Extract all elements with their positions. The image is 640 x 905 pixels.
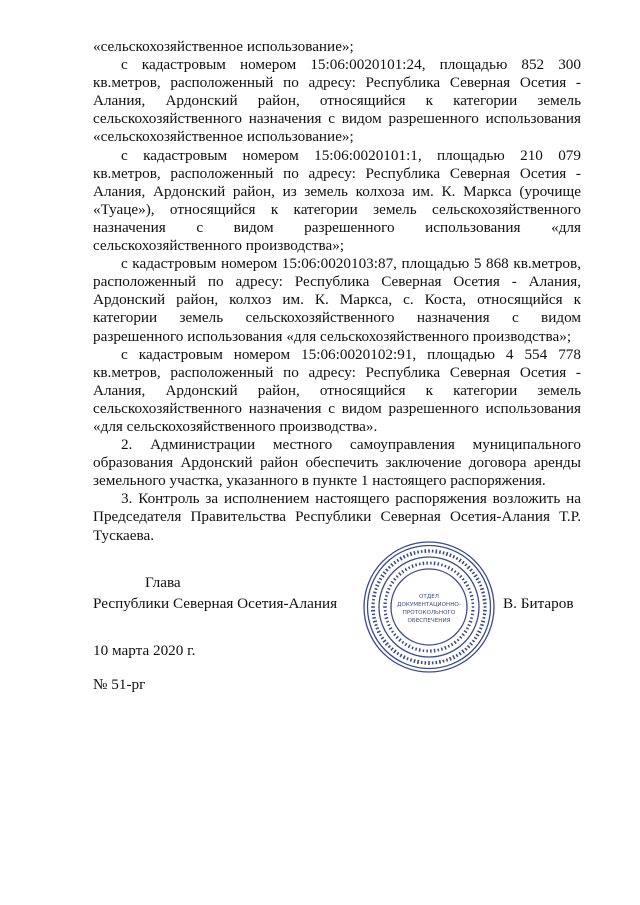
stamp-lettering-mark <box>441 647 443 650</box>
stamp-lettering-mark <box>401 641 404 644</box>
stamp-lettering-mark <box>383 571 387 574</box>
stamp-lettering-mark <box>479 584 482 587</box>
stamp-lettering-mark <box>384 599 387 601</box>
stamp-lettering-mark <box>456 654 459 657</box>
stamp-lettering-mark <box>419 563 421 566</box>
stamp-lettering-mark <box>476 577 480 580</box>
stamp-lettering-mark <box>470 617 473 619</box>
stamp-lettering-mark <box>437 562 439 566</box>
stamp-lettering-mark <box>457 639 460 642</box>
stamp-lettering-mark <box>472 571 475 574</box>
stamp-lettering-mark <box>396 636 399 639</box>
stamp-lettering-mark <box>417 550 419 553</box>
stamp-lettering-mark <box>435 661 437 665</box>
stamp-lettering-mark <box>411 564 414 568</box>
stamp-lettering-mark <box>441 563 443 566</box>
stamp-lettering-mark <box>410 552 413 556</box>
stamp-lettering-mark <box>379 578 382 581</box>
stamp-lettering-mark <box>430 562 432 565</box>
stamp-lettering-mark <box>404 643 407 646</box>
stamp-lettering-mark <box>477 581 481 584</box>
official-seal-stamp <box>362 540 496 674</box>
stamp-lettering-mark <box>405 568 408 571</box>
stamp-lettering-mark <box>458 558 461 562</box>
stamp-center-line: ПРОТОКОЛЬНОГО <box>402 610 456 616</box>
stamp-lettering-mark <box>484 606 487 608</box>
stamp-lettering-mark <box>391 630 394 633</box>
stamp-lettering-mark <box>466 584 470 587</box>
stamp-lettering-mark <box>398 638 402 642</box>
stamp-lettering-mark <box>373 591 377 593</box>
stamp-lettering-mark <box>461 633 464 636</box>
stamp-lettering-mark <box>476 633 480 636</box>
stamp-lettering-mark <box>470 595 474 597</box>
stamp-lettering-mark <box>375 627 379 630</box>
stamp-lettering-mark <box>481 620 485 623</box>
stamp-lettering-mark <box>408 644 411 648</box>
stamp-lettering-mark <box>459 575 462 578</box>
stamp-lettering-mark <box>391 581 395 584</box>
document-number: № 51-рг <box>93 676 146 693</box>
stamp-lettering-mark <box>469 620 473 623</box>
paragraph-plot-87: с кадастровым номером 15:06:0020103:87, площадью 5 868 кв.метров, расположенный по адресу: Республика Северная Осетия - Алания, Ардонский район, колхоз им. К. Маркса, с. Коста, относящийся к категории земель сельскохозяйственного назначения с видом разрешенного использования «для сельскохозяйственного производства»; <box>93 255 581 345</box>
stamp-lettering-mark <box>479 627 482 630</box>
stamp-lettering-mark <box>383 639 387 642</box>
stamp-lettering-mark <box>452 655 455 659</box>
stamp-lettering-mark <box>383 602 386 604</box>
signature-organization: Республики Северная Осетия-Алания <box>93 595 338 612</box>
stamp-lettering-mark <box>482 599 486 601</box>
stamp-lettering-mark <box>393 578 396 581</box>
document-body <box>93 38 581 545</box>
stamp-lettering-mark <box>393 561 396 565</box>
stamp-lettering-mark <box>448 645 451 648</box>
stamp-lettering-mark <box>446 658 449 662</box>
stamp-center-line: ОТДЕЛ <box>419 594 439 600</box>
stamp-lettering-mark <box>467 645 470 648</box>
stamp-lettering-mark <box>372 595 376 597</box>
stamp-lettering-mark <box>411 646 413 649</box>
stamp-lettering-mark <box>473 574 477 578</box>
stamp-lettering-mark <box>413 551 415 555</box>
stamp-lettering-mark <box>423 649 425 652</box>
stamp-lettering-mark <box>432 661 434 664</box>
stamp-lettering-mark <box>422 561 424 565</box>
stamp-lettering-mark <box>449 657 452 661</box>
stamp-lettering-mark <box>403 555 406 559</box>
stamp-lettering-mark <box>372 617 376 619</box>
stamp-lettering-mark <box>393 633 396 636</box>
stamp-lettering-mark <box>389 627 393 630</box>
stamp-lettering-mark <box>372 613 375 615</box>
stamp-lettering-mark <box>372 599 375 601</box>
stamp-lettering-mark <box>462 578 465 581</box>
stamp-lettering-mark <box>398 572 402 576</box>
stamp-lettering-mark <box>421 550 423 553</box>
stamp-lettering-mark <box>452 555 455 559</box>
paragraph-plot-24: с кадастровым номером 15:06:0020101:24, площадью 852 300 кв.метров, расположенный по адресу: Республика Северная Осетия - Алания, Ардонский район, относящийся к категории земель сельскохозяйственного назначения с видом разрешенного использования «сельскохозяйственное использование»; <box>93 56 581 146</box>
stamp-lettering-mark <box>371 606 375 608</box>
stamp-lettering-mark <box>374 588 377 590</box>
stamp-lettering-mark <box>384 610 387 612</box>
stamp-lettering-mark <box>399 556 402 560</box>
stamp-lettering-mark <box>471 599 474 601</box>
stamp-lettering-mark <box>464 563 467 566</box>
stamp-lettering-mark <box>403 655 406 659</box>
stamp-lettering-mark <box>385 568 388 571</box>
stamp-lettering-mark <box>384 613 387 615</box>
stamp-lettering-mark <box>413 659 415 663</box>
stamp-lettering-mark <box>439 660 441 664</box>
stamp-lettering-mark <box>396 559 399 562</box>
stamp-lettering-mark <box>375 584 379 587</box>
stamp-lettering-mark <box>442 660 444 663</box>
stamp-lettering-mark <box>390 563 394 567</box>
stamp-lettering-mark <box>444 646 447 650</box>
stamp-lettering-mark <box>373 620 377 623</box>
stamp-lettering-mark <box>421 661 423 664</box>
stamp-lettering-mark <box>446 552 449 556</box>
stamp-lettering-mark <box>379 634 382 637</box>
stamp-lettering-mark <box>393 649 397 653</box>
stamp-lettering-mark <box>388 566 391 569</box>
stamp-lettering-mark <box>417 660 419 664</box>
stamp-lettering-mark <box>415 647 417 650</box>
stamp-lettering-mark <box>428 549 430 552</box>
stamp-lettering-mark <box>481 591 485 593</box>
paragraph-plot-1: с кадастровым номером 15:06:0020101:1, площадью 210 079 кв.метров, расположенный по адресу: Республика Северная Осетия - Алания, Ардонский район, из земель колхоза им. К. Маркса (урочище «Туаце»), относящийся к категории земель сельскохозяйственного назначения с видом разрешенного использования «для сельскохозяйственного производства»; <box>93 146 581 255</box>
stamp-lettering-mark <box>371 610 375 612</box>
stamp-lettering-mark <box>471 602 474 604</box>
stamp-lettering-mark <box>387 624 390 627</box>
stamp-lettering-mark <box>424 549 426 553</box>
stamp-lettering-mark <box>435 549 437 553</box>
paragraph-land-use-end: «сельскохозяйственное использование»; <box>93 38 354 55</box>
stamp-lettering-mark <box>467 624 470 627</box>
stamp-lettering-mark <box>463 581 467 584</box>
stamp-lettering-mark <box>385 617 389 619</box>
stamp-lettering-mark <box>482 617 485 619</box>
stamp-lettering-mark <box>449 553 452 557</box>
stamp-lettering-mark <box>406 554 409 557</box>
stamp-lettering-mark <box>430 649 432 652</box>
stamp-lettering-mark <box>469 591 472 593</box>
stamp-lettering-mark <box>426 561 428 564</box>
stamp-lettering-mark <box>374 624 377 626</box>
stamp-lettering-mark <box>482 595 485 597</box>
stamp-lettering-mark <box>439 550 441 554</box>
stamp-lettering-mark <box>437 649 439 652</box>
stamp-lettering-mark <box>415 563 417 566</box>
stamp-lettering-mark <box>383 606 387 608</box>
stamp-lettering-mark <box>385 595 388 597</box>
stamp-lettering-mark <box>386 621 389 623</box>
stamp-lettering-mark <box>401 570 404 574</box>
stamp-center-line: ОБЕСПЕЧЕНИЯ <box>407 618 451 624</box>
stamp-lettering-mark <box>387 588 390 591</box>
stamp-lettering-mark <box>474 637 478 640</box>
signature-name: В. Битаров <box>503 595 574 612</box>
paragraph-item-2: 2. Администрации местного самоуправления муниципального образования Ардонский район обеспечить заключение договора аренды земельного участка, указанного в пункте 1 настоящего распоряжения. <box>93 436 581 490</box>
stamp-lettering-mark <box>456 557 459 560</box>
stamp-lettering-mark <box>469 642 473 646</box>
stamp-lettering-mark <box>456 572 459 576</box>
stamp-lettering-mark <box>466 627 469 630</box>
stamp-lettering-mark <box>461 561 464 565</box>
paragraph-plot-91: с кадастровым номером 15:06:0020102:91, площадью 4 554 778 кв.метров, расположенный по адресу: Республика Северная Осетия - Алания, Ардонский район, относящийся к категории земель сельскохозяйственного назначения с видом разрешенного использования «для сельскохозяйственного производства». <box>93 345 581 435</box>
stamp-lettering-mark <box>388 645 391 648</box>
stamp-lettering-mark <box>386 591 390 594</box>
stamp-lettering-mark <box>471 613 474 615</box>
stamp-lettering-mark <box>390 647 393 651</box>
stamp-lettering-mark <box>467 565 471 569</box>
stamp-lettering-mark <box>471 610 475 612</box>
stamp-lettering-mark <box>426 649 428 652</box>
stamp-lettering-mark <box>410 658 413 662</box>
stamp-lettering-mark <box>399 654 402 658</box>
stamp-lettering-mark <box>464 647 467 650</box>
stamp-lettering-mark <box>483 610 487 612</box>
stamp-lettering-mark <box>396 575 399 578</box>
stamp-lettering-mark <box>371 602 374 604</box>
stamp-lettering-mark <box>447 566 450 570</box>
stamp-lettering-mark <box>434 649 436 653</box>
stamp-lettering-mark <box>480 624 484 627</box>
stamp-lettering-mark <box>396 652 399 655</box>
stamp-center-line: ДОКУМЕНТАЦИОННО- <box>397 602 461 608</box>
stamp-lettering-mark <box>454 570 457 573</box>
stamp-lettering-mark <box>469 568 473 571</box>
stamp-lettering-mark <box>377 581 381 584</box>
stamp-lettering-mark <box>451 643 454 646</box>
stamp-lettering-mark <box>459 636 462 639</box>
stamp-lettering-mark <box>419 648 421 652</box>
stamp-lettering-mark <box>483 613 487 615</box>
stamp-lettering-mark <box>454 641 457 645</box>
stamp-lettering-mark <box>480 588 484 591</box>
signature-title: Глава <box>145 574 181 591</box>
stamp-lettering-mark <box>483 602 487 604</box>
stamp-lettering-mark <box>464 630 468 633</box>
stamp-lettering-mark <box>408 566 410 569</box>
stamp-lettering-mark <box>424 661 426 665</box>
stamp-lettering-mark <box>461 649 465 653</box>
stamp-lettering-mark <box>451 568 454 571</box>
stamp-lettering-mark <box>442 551 444 554</box>
stamp-lettering-mark <box>381 637 385 640</box>
stamp-lettering-mark <box>477 630 481 633</box>
stamp-lettering-mark <box>380 574 384 578</box>
stamp-lettering-mark <box>467 588 470 591</box>
stamp-lettering-mark <box>434 561 436 565</box>
stamp-lettering-mark <box>472 640 475 643</box>
stamp-lettering-mark <box>428 661 430 665</box>
stamp-lettering-mark <box>444 565 446 568</box>
stamp-lettering-mark <box>377 630 381 633</box>
stamp-lettering-mark <box>472 606 474 608</box>
stamp-lettering-mark <box>406 657 409 660</box>
paragraph-item-3: 3. Контроль за исполнением настоящего распоряжения возложить на Председателя Правительства Республики Северная Осетия-Алания Т.Р. Тускаева. <box>93 490 581 544</box>
stamp-lettering-mark <box>389 584 392 587</box>
stamp-lettering-mark <box>385 642 389 646</box>
stamp-lettering-mark <box>432 550 434 553</box>
document-date: 10 марта 2020 г. <box>93 642 196 659</box>
stamp-lettering-mark <box>458 652 461 656</box>
